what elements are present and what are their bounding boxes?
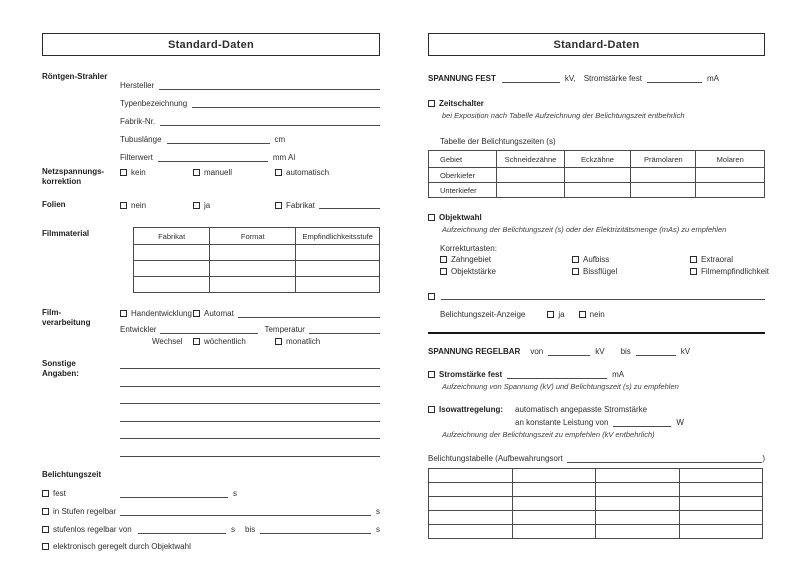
checkbox-icon[interactable] (120, 310, 127, 317)
table-caption: Tabelle der Belichtungszeiten (s) (440, 137, 556, 146)
checkbox-elektronisch-geregelt[interactable] (42, 542, 191, 551)
stromstaerke-note: Aufzeichnung von Spannung (kV) und Belichtungszeit (s) zu empfehlen (442, 382, 679, 391)
checkbox-label: Fabrikat (286, 200, 315, 210)
section-label-line1: Film- (42, 308, 62, 317)
section-label (42, 308, 120, 349)
checkbox-icon[interactable] (547, 311, 554, 318)
checkbox-zahngebiet[interactable] (440, 255, 572, 264)
checkbox-kein[interactable] (120, 168, 193, 177)
checkbox-label: nein (131, 200, 147, 210)
empty-cell[interactable] (596, 511, 680, 525)
checkbox-icon[interactable] (42, 490, 49, 497)
section-belichtungszeit (42, 470, 380, 552)
isowatt-text-line1: automatisch angepasste Stromstärke (515, 405, 648, 414)
empty-cell[interactable] (429, 497, 513, 511)
notes-fill-line[interactable] (120, 387, 380, 405)
empty-cell[interactable] (596, 497, 680, 511)
checkbox-icon[interactable] (440, 268, 447, 275)
checkbox-label: Aufbiss (583, 254, 610, 264)
checkbox-label: Objektstärke (451, 266, 496, 276)
checkbox-label: stufenlos regelbar von (53, 524, 132, 534)
checkbox-label: manuell (204, 167, 233, 177)
field-row (120, 90, 380, 108)
checkbox-label: Handentwicklung (131, 309, 192, 318)
checkbox-extraoral[interactable] (690, 255, 733, 264)
table-header-row (134, 228, 380, 245)
empty-cell[interactable] (679, 497, 763, 511)
empty-cell[interactable] (134, 245, 210, 261)
checkbox-label: Isowattregelung: (439, 405, 504, 414)
checkbox-label: nein (589, 309, 605, 319)
field-label: Typenbezeichnung (120, 99, 188, 108)
isowatt-row2 (515, 417, 765, 427)
field-row (120, 144, 380, 162)
empty-cell[interactable] (497, 168, 565, 183)
filterwert-fill-line[interactable] (158, 154, 268, 162)
korrekturtasten-grid (440, 253, 770, 277)
empty-cell[interactable] (296, 261, 380, 277)
section-netzspannungskorrektion (42, 167, 380, 186)
empty-cell[interactable] (679, 511, 763, 525)
checkbox-icon[interactable] (690, 256, 697, 263)
field-row (120, 126, 380, 144)
empty-cell[interactable] (596, 525, 680, 539)
unit-label: mA (706, 74, 719, 83)
checkbox-label: Objektwahl (439, 212, 482, 222)
unit-label: s (233, 488, 237, 498)
field-label: SPANNUNG REGELBAR (428, 347, 521, 356)
checkbox-icon[interactable] (428, 100, 435, 107)
table-header-row (429, 151, 765, 168)
checkbox-icon[interactable] (428, 406, 435, 413)
section-filmmaterial (42, 223, 380, 293)
empty-cell[interactable] (429, 511, 513, 525)
fabrik-nr-fill-line[interactable] (160, 118, 380, 126)
empty-cell[interactable] (631, 183, 696, 198)
checkbox-anzeige-nein[interactable] (579, 310, 605, 319)
column-header: Eckzähne (564, 151, 631, 168)
entwickler-fill-line[interactable] (160, 326, 258, 334)
empty-cell[interactable] (134, 277, 210, 293)
spannung-fest-row (428, 73, 765, 83)
checkbox-icon[interactable] (193, 310, 200, 317)
checkbox-icon[interactable] (193, 169, 200, 176)
table-row (429, 497, 763, 511)
empty-cell[interactable] (696, 168, 765, 183)
empty-cell[interactable] (631, 168, 696, 183)
table-row (429, 525, 763, 539)
empty-cell[interactable] (429, 483, 513, 497)
belichtungszeiten-table (428, 150, 765, 198)
section-label-line2: Angaben: (42, 368, 79, 378)
column-header: Empfindlichkeitsstufe (296, 228, 380, 245)
checkbox-icon[interactable] (275, 338, 282, 345)
aufbewahrungsort-fill-line[interactable] (567, 455, 763, 463)
checkbox-icon[interactable] (275, 202, 282, 209)
unit-label: s (231, 524, 235, 534)
checkbox-woechentlich[interactable] (193, 337, 275, 346)
form-page-left (42, 33, 380, 552)
hersteller-fill-line[interactable] (159, 82, 380, 90)
leistung-fill-line[interactable] (613, 419, 671, 427)
checkbox-manuell[interactable] (193, 168, 275, 177)
empty-cell[interactable] (296, 277, 380, 293)
page-title: Standard-Daten (553, 38, 640, 51)
checkbox-label: wöchentlich (204, 337, 246, 346)
empty-cell[interactable] (429, 525, 513, 539)
checkbox-label: automatisch (286, 167, 330, 177)
section-folien (42, 200, 380, 210)
checkbox-icon[interactable] (579, 311, 586, 318)
checkbox-objektstaerke[interactable] (440, 267, 572, 276)
checkbox-icon[interactable] (275, 169, 282, 176)
empty-cell[interactable] (512, 469, 596, 483)
spannung-fest-fill-line[interactable] (502, 75, 560, 83)
unit-label: kV, (564, 74, 576, 83)
checkbox-nein[interactable] (120, 201, 193, 210)
checkbox-anzeige-ja[interactable] (547, 310, 564, 319)
unit-label: kV (595, 347, 605, 356)
field-row (120, 108, 380, 126)
checkbox-automatisch[interactable] (275, 168, 329, 177)
checkbox-automat[interactable] (193, 309, 380, 318)
bis-label: bis (245, 524, 256, 534)
column-header: Format (210, 228, 296, 245)
empty-cell[interactable] (512, 497, 596, 511)
page-title-box (428, 33, 765, 56)
checkbox-icon[interactable] (690, 268, 697, 275)
table-row (429, 511, 763, 525)
empty-cell[interactable] (296, 245, 380, 261)
checkbox-label: Zeitschalter (439, 98, 484, 108)
section-roentgen-strahler (42, 72, 380, 162)
notes-fill-line[interactable] (120, 439, 380, 457)
section-label: Folien (42, 200, 66, 209)
table-row (429, 483, 763, 497)
unit-label: kV (680, 347, 691, 356)
column-header: Schneidezähne (497, 151, 565, 168)
tubuslaenge-fill-line[interactable] (167, 136, 270, 144)
checkbox-zeitschalter[interactable] (428, 99, 484, 108)
checkbox-label: kein (131, 167, 146, 177)
notes-fill-line[interactable] (120, 359, 380, 369)
section-label-line2: verarbeitung (42, 317, 91, 327)
stufen-fill-line[interactable] (120, 508, 371, 516)
unit-label: cm (274, 135, 286, 144)
fabrikat-fill-line[interactable] (319, 201, 380, 209)
field-label: Entwickler (120, 325, 157, 334)
row-label: Oberkiefer (429, 168, 497, 183)
automat-fill-line[interactable] (238, 310, 380, 318)
field-label: Filterwert (120, 153, 153, 162)
checkbox-icon[interactable] (42, 508, 49, 515)
field-label: Tubuslänge (120, 135, 162, 144)
spannung-regelbar-row (428, 346, 765, 356)
row-label: Unterkiefer (429, 183, 497, 198)
stufenlos-von-fill-line[interactable] (138, 526, 226, 534)
checkbox-fabrikat[interactable] (275, 201, 380, 210)
checkbox-label: fest (53, 488, 66, 498)
regelbar-bis-fill-line[interactable] (636, 348, 676, 356)
checkbox-icon[interactable] (572, 268, 579, 275)
table-row (134, 277, 380, 293)
column-header: Prämolaren (631, 151, 696, 168)
section-sonstige-angaben (42, 359, 380, 457)
checkbox-icon[interactable] (42, 526, 49, 533)
checkbox-icon[interactable] (440, 256, 447, 263)
empty-cell[interactable] (679, 469, 763, 483)
checkbox-label: ja (204, 200, 211, 210)
checkbox-label: Stromstärke fest (439, 370, 503, 379)
section-label (42, 167, 120, 186)
checkbox-icon[interactable] (193, 202, 200, 209)
checkbox-isowattregelung[interactable] (428, 405, 515, 414)
isowatt-text-line2: an konstante Leistung von (515, 418, 609, 427)
checkbox-ja[interactable] (193, 201, 275, 210)
bis-label: bis (620, 347, 631, 356)
anzeige-row (440, 309, 765, 319)
checkbox-label: Zahngebiet (451, 254, 492, 264)
isowatt-note: Aufzeichnung der Belichtungszeit zu empfehlen (kV entbehrlich) (442, 430, 655, 439)
korrekturtasten-label: Korrekturtasten: (440, 244, 497, 253)
checkbox-icon[interactable] (428, 371, 435, 378)
column-header: Gebiet (429, 151, 497, 168)
field-label: Stromstärke fest (583, 74, 642, 83)
field-label: Temperatur (264, 325, 305, 334)
unit-label: mm Al (272, 153, 296, 162)
section-label: Filmmaterial (42, 229, 90, 238)
wechsel-label: Wechsel (152, 337, 183, 346)
notes-fill-line[interactable] (120, 422, 380, 440)
unit-label: s (376, 524, 380, 534)
checkbox-icon[interactable] (428, 214, 435, 221)
checkbox-icon[interactable] (193, 338, 200, 345)
field-label: SPANNUNG FEST (428, 74, 496, 83)
notes-fill-line[interactable] (120, 404, 380, 422)
objektwahl-note: Aufzeichnung der Belichtungszeit (s) oder der Elektrizitätsmenge (mAs) zu empfehlen (442, 225, 727, 234)
table-row (429, 469, 763, 483)
regelbar-von-fill-line[interactable] (548, 348, 590, 356)
empty-cell[interactable] (497, 183, 565, 198)
section-label-line1: Netzspannungs- (42, 167, 105, 176)
page-title-box (42, 33, 380, 56)
checkbox-stromstaerke-fest[interactable] (428, 370, 507, 379)
checkbox-fest[interactable] (42, 489, 120, 498)
table-row (429, 183, 765, 198)
field-label: Belichtungszeit-Anzeige (440, 309, 526, 319)
checkbox-handentwicklung[interactable] (120, 309, 193, 318)
page-title: Standard-Daten (167, 38, 255, 51)
checkbox-label: Extraoral (701, 254, 734, 264)
checkbox-filmempfindlichkeit[interactable] (690, 267, 769, 276)
checkbox-monatlich[interactable] (275, 337, 320, 346)
checkbox-other[interactable] (428, 293, 435, 300)
field-row (120, 72, 380, 90)
stromstaerke-fill-line[interactable] (647, 75, 702, 83)
checkbox-objektwahl[interactable] (428, 213, 482, 222)
checkbox-in-stufen-regelbar[interactable] (42, 507, 120, 516)
empty-cell[interactable] (210, 245, 296, 261)
typenbezeichnung-fill-line[interactable] (192, 100, 380, 108)
empty-cell[interactable] (696, 183, 765, 198)
section-label-line1: Sonstige (42, 359, 76, 368)
checkbox-bissfluegel[interactable] (572, 267, 690, 276)
stufenlos-bis-fill-line[interactable] (260, 526, 371, 534)
table-row (134, 261, 380, 277)
section-filmverarbeitung (42, 308, 380, 349)
filmmaterial-table (133, 227, 380, 293)
checkbox-label: Bissflügel (583, 266, 618, 276)
table-row (134, 245, 380, 261)
field-label: Fabrik-Nr. (120, 117, 156, 126)
checkbox-icon[interactable] (42, 543, 49, 550)
checkbox-label: Automat (204, 309, 234, 318)
notes-fill-line[interactable] (120, 369, 380, 387)
zeitschalter-note: bei Exposition nach Tabelle Aufzeichnung der Belichtungszeit entbehrlich (442, 111, 685, 120)
checkbox-icon[interactable] (572, 256, 579, 263)
table-row (429, 168, 765, 183)
fest-fill-line[interactable] (120, 490, 228, 498)
empty-cell[interactable] (429, 469, 513, 483)
field-label: Hersteller (120, 81, 155, 90)
unit-label: W (676, 418, 684, 427)
checkbox-icon[interactable] (120, 202, 127, 209)
empty-cell[interactable] (564, 168, 631, 183)
unit-label: s (376, 506, 380, 516)
checkbox-label: in Stufen regelbar (53, 506, 117, 516)
empty-cell[interactable] (210, 261, 296, 277)
section-label-line2: korrektion (42, 176, 82, 186)
checkbox-label: elektronisch geregelt durch Objektwahl (53, 542, 191, 551)
empty-cell[interactable] (210, 277, 296, 293)
empty-cell[interactable] (564, 183, 631, 198)
unit-label: mA (612, 370, 625, 379)
empty-cell[interactable] (134, 261, 210, 277)
other-fill-line[interactable] (441, 292, 765, 300)
checkbox-label: ja (558, 309, 565, 319)
belichtungstabelle-row (428, 453, 765, 463)
paren-close: ) (762, 454, 765, 463)
section-label (42, 359, 120, 457)
belichtungstabelle-table (428, 468, 763, 539)
checkbox-stufenlos-regelbar[interactable] (42, 525, 138, 534)
form-page-right (428, 33, 770, 539)
von-label: von (530, 347, 544, 356)
checkbox-icon[interactable] (120, 169, 127, 176)
section-heading: Belichtungszeit (42, 469, 102, 479)
column-header: Fabrikat (134, 228, 210, 245)
checkbox-aufbiss[interactable] (572, 255, 690, 264)
checkbox-label: Filmempfindlichkeit (701, 266, 770, 276)
field-label: Belichtungstabelle (Aufbewahrungsort (428, 454, 563, 463)
empty-cell[interactable] (679, 525, 763, 539)
stromstaerke-fest-fill-line[interactable] (507, 371, 607, 379)
checkbox-label: monatlich (286, 337, 321, 346)
empty-cell[interactable] (596, 483, 680, 497)
section-divider (428, 332, 765, 334)
empty-cell[interactable] (512, 511, 596, 525)
empty-cell[interactable] (679, 483, 763, 497)
empty-cell[interactable] (512, 483, 596, 497)
section-label: Röntgen-Strahler (42, 72, 108, 81)
empty-cell[interactable] (512, 525, 596, 539)
column-header: Molaren (696, 151, 765, 168)
temperatur-fill-line[interactable] (309, 326, 380, 334)
empty-cell[interactable] (596, 469, 680, 483)
